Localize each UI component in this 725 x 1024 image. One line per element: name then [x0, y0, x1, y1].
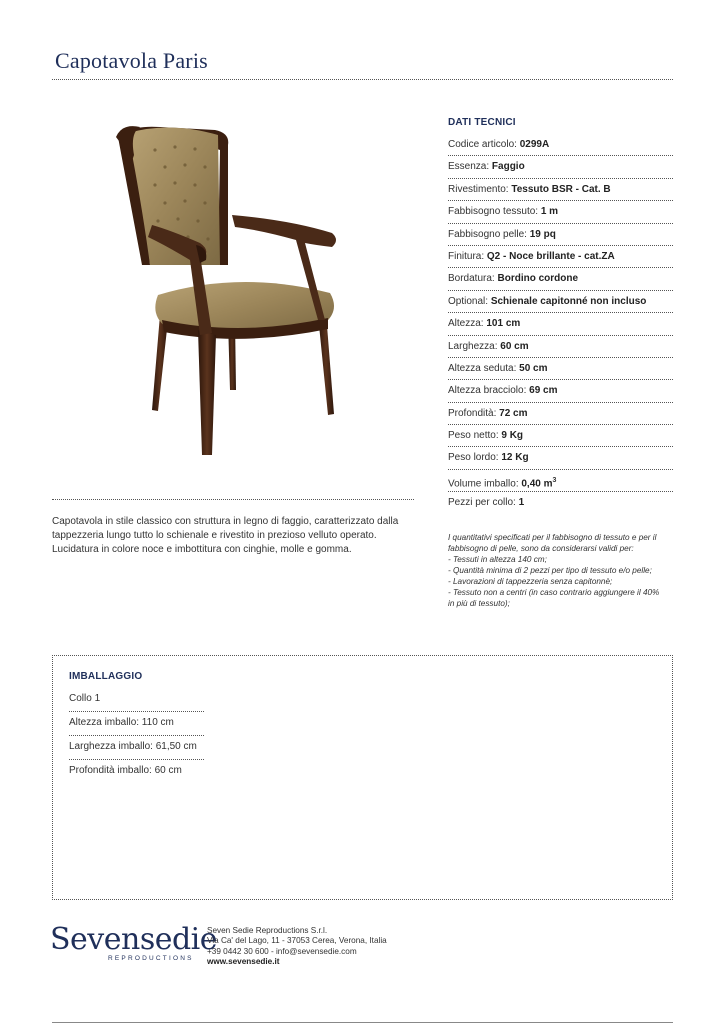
spec-row — [448, 380, 673, 402]
spec-value: 0299A — [519, 139, 550, 150]
spec-value: Schienale capitonné non incluso — [490, 295, 647, 307]
note-line: in più di tessuto); — [448, 599, 510, 608]
spec-label: Profondità: — [448, 407, 497, 419]
spec-label: Optional: — [448, 295, 489, 307]
spec-row — [448, 470, 673, 492]
packaging-heading: IMBALLAGGIO — [69, 671, 143, 682]
spec-row — [448, 403, 673, 425]
spec-row — [448, 201, 673, 223]
spec-row — [448, 246, 673, 268]
spec-row — [448, 179, 673, 201]
logo-subtitle: REPRODUCTIONS — [108, 955, 194, 962]
packaging-row: Collo 1 — [69, 688, 204, 712]
chair-image — [100, 115, 370, 460]
packaging-row: Altezza imballo: 110 cm — [69, 712, 204, 736]
spec-value: 12 Kg — [501, 452, 529, 464]
spec-value: 101 cm — [486, 318, 521, 330]
spec-label: Fabbisogno tessuto: — [448, 206, 539, 218]
technical-specs — [448, 112, 673, 515]
spec-row — [448, 156, 673, 178]
spec-label: Finitura: — [448, 250, 485, 262]
spec-label: Bordatura: — [448, 273, 495, 285]
sevensedie-logo — [50, 922, 218, 970]
spec-label: Pezzi per collo: — [448, 497, 516, 509]
spec-value: Bordino cordone — [497, 273, 579, 285]
spec-superscript: 3 — [552, 476, 557, 484]
spec-value: 1 — [518, 497, 525, 509]
footer-divider — [52, 1022, 673, 1023]
spec-value: Q2 - Noce brillante - cat.ZA — [486, 250, 615, 262]
spec-value: Tessuto BSR - Cat. B — [511, 183, 611, 195]
company-name: Seven Sedie Reproductions S.r.l. — [207, 926, 328, 935]
note-line: I quantitativi specificati per il fabbisogno di tessuto e per il — [448, 533, 657, 542]
spec-label: Altezza seduta: — [448, 362, 517, 374]
spec-label: Peso lordo: — [448, 452, 499, 464]
spec-row — [448, 268, 673, 290]
spec-row — [448, 336, 673, 358]
spec-row — [448, 447, 673, 469]
spec-row — [448, 224, 673, 246]
company-website[interactable]: www.sevensedie.it — [207, 957, 280, 967]
spec-value: 60 cm — [500, 340, 529, 352]
spec-row — [448, 358, 673, 380]
spec-label: Codice articolo: — [448, 139, 517, 150]
note-line: - Lavorazioni di tappezzeria senza capitonnè; — [448, 577, 613, 586]
spec-value: 50 cm — [519, 362, 548, 374]
packaging-box — [52, 655, 673, 900]
spec-row — [448, 492, 673, 514]
spec-label: Volume imballo: — [448, 478, 519, 490]
spec-row — [448, 313, 673, 335]
company-info — [207, 926, 387, 968]
note-line: - Quantità minima di 2 pezzi per tipo di tessuto e/o pelle; — [448, 566, 652, 575]
spec-value: Faggio — [491, 161, 525, 173]
company-address: Via Ca' del Lago, 11 - 37053 Cerea, Verona, Italia — [207, 936, 387, 946]
note-line: - Tessuti in altezza 140 cm; — [448, 555, 547, 564]
company-contact: +39 0442 30 600 - info@sevensedie.com — [207, 946, 357, 956]
packaging-row: Profondità imballo: 60 cm — [69, 765, 182, 776]
spec-label: Rivestimento: — [448, 183, 509, 195]
note-line: - Tessuto non a centri (in caso contrario aggiungere il 40% — [448, 588, 660, 597]
spec-label: Fabbisogno pelle: — [448, 228, 527, 240]
product-description: Capotavola in stile classico con struttura in legno di faggio, caratterizzato dalla tappezzeria lungo tutto lo schienale e rivestito in prezioso velluto operato. Lucidatura in colore noce e imbottitura con cinghie, molle e gomma. — [52, 516, 399, 555]
spec-value: 9 Kg — [501, 430, 524, 442]
fabric-notes — [448, 532, 678, 609]
spec-label: Altezza: — [448, 318, 484, 330]
spec-value: 0,40 m — [521, 478, 553, 490]
spec-row — [448, 291, 673, 313]
spec-row — [448, 134, 673, 156]
spec-value: 19 pq — [529, 228, 556, 240]
spec-label: Essenza: — [448, 161, 490, 173]
title-divider — [52, 79, 673, 80]
logo-wordmark: Sevensedie — [50, 922, 218, 957]
packaging-row: Larghezza imballo: 61,50 cm — [69, 736, 204, 760]
armchair-illustration — [100, 115, 370, 460]
specs-heading: DATI TECNICI — [448, 117, 516, 128]
spec-label: Altezza bracciolo: — [448, 385, 527, 397]
note-line: fabbisogno di pelle, sono da considerarsi validi per: — [448, 544, 634, 553]
spec-value: 1 m — [540, 206, 559, 218]
spec-label: Peso netto: — [448, 430, 499, 442]
description-divider — [52, 499, 414, 500]
spec-label: Larghezza: — [448, 340, 498, 352]
page-title: Capotavola Paris — [55, 48, 208, 73]
spec-row — [448, 425, 673, 447]
spec-value: 69 cm — [529, 385, 558, 397]
spec-value: 72 cm — [499, 407, 528, 419]
